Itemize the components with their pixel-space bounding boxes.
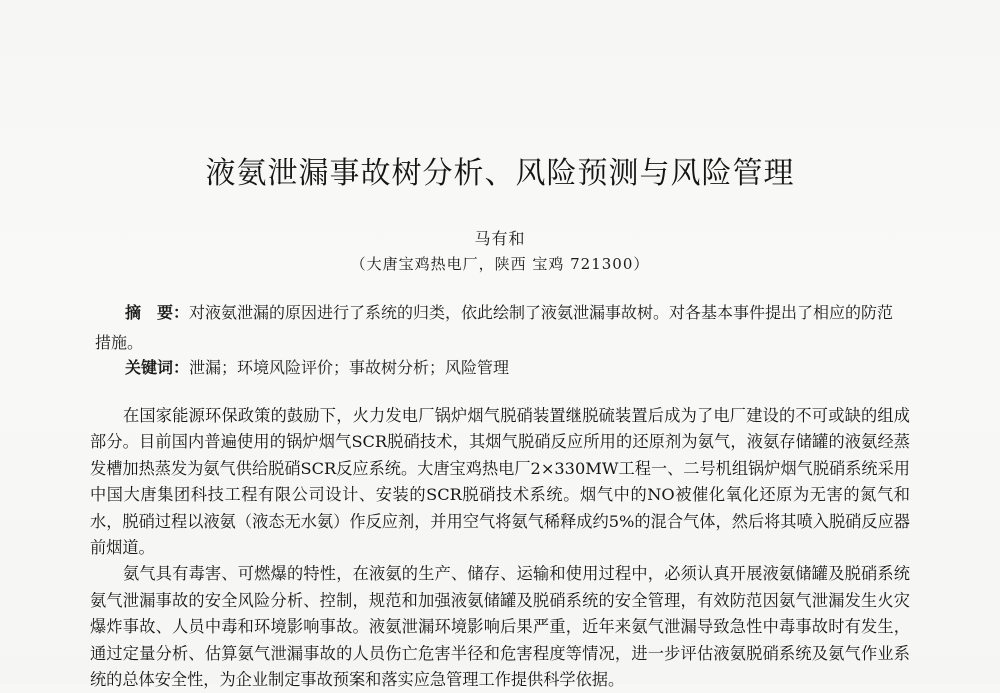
abstract-text: 对液氨泄漏的原因进行了系统的归类，依此绘制了液氨泄漏事故树。对各基本事件提出了相应的防范措施。 bbox=[95, 303, 894, 352]
body-text bbox=[90, 403, 910, 693]
abstract-label: 摘 要： bbox=[125, 303, 190, 322]
keywords-text: 泄漏；环境风险评价；事故树分析；风险管理 bbox=[189, 358, 510, 377]
body-paragraph: 在国家能源环保政策的鼓励下，火力发电厂锅炉烟气脱硝装置继脱硫装置后成为了电厂建设的不可或缺的组成部分。目前国内普遍使用的锅炉烟气SCR脱硝技术，其烟气脱硝反应所用的还原剂为氨气，液氨存储罐的液氨经蒸发槽加热蒸发为氨气供给脱硝SCR反应系统。大唐宝鸡热电厂2×330MW工程一、二号机组锅炉烟气脱硝系统采用中国大唐集团科技工程有限公司设计、安装的SCR脱硝技术系统。烟气中的NO被催化氧化还原为无害的氮气和水，脱硝过程以液氨（液态无水氨）作反应剂，并用空气将氨气稀释成约5%的混合气体，然后将其喷入脱硝反应器前烟道。 bbox=[90, 406, 910, 558]
keywords-label: 关键词： bbox=[125, 358, 190, 377]
paper-title: 液氨泄漏事故树分析、风险预测与风险管理 bbox=[205, 156, 795, 191]
author-affiliation: （大唐宝鸡热电厂，陕西 宝鸡 721300） bbox=[350, 255, 650, 273]
abstract-block bbox=[95, 298, 905, 358]
keywords-block bbox=[125, 356, 905, 380]
author-name: 马有和 bbox=[474, 229, 526, 248]
body-paragraph: 氨气具有毒害、可燃爆的特性，在液氨的生产、储存、运输和使用过程中，必须认真开展液氨储罐及脱硝系统氨气泄漏事故的安全风险分析、控制，规范和加强液氨储罐及脱硝系统的安全管理，有效防范因氨气泄漏发生火灾爆炸事故、人员中毒和环境影响事故。液氨泄漏环境影响后果严重，近年来氨气泄漏导致急性中毒事故时有发生，通过定量分析、估算氨气泄漏事故的人员伤亡危害半径和危害程度等情况，进一步评估液氨脱硝系统及氨气作业系统的总体安全性，为企业制定事故预案和落实应急管理工作提供科学依据。 bbox=[90, 564, 910, 690]
